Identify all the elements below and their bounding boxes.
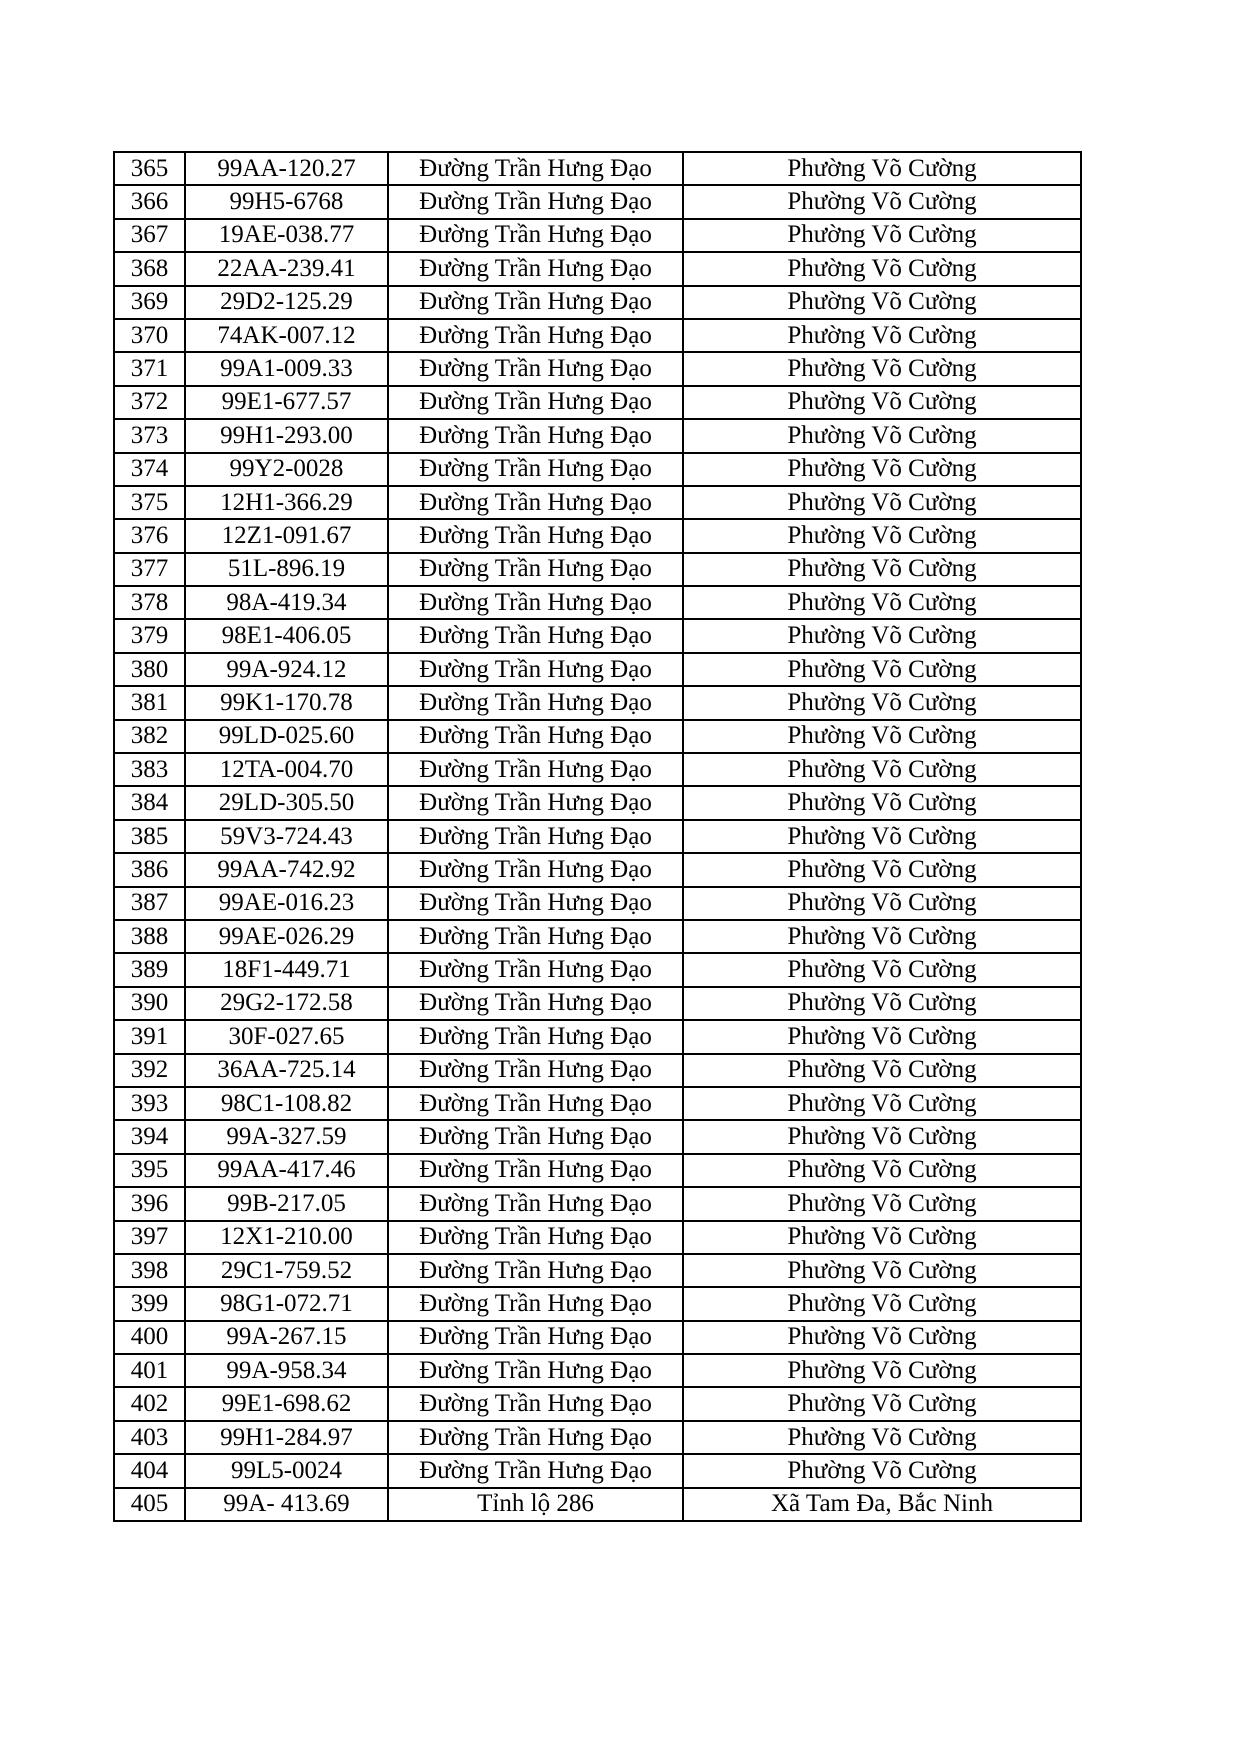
ward-name-cell: Phường Võ Cường	[683, 786, 1081, 819]
table-row	[114, 1087, 1081, 1120]
row-number-cell: 376	[114, 519, 185, 552]
ward-name-cell: Phường Võ Cường	[683, 352, 1081, 385]
table-row	[114, 619, 1081, 652]
license-plate-cell: 19AE-038.77	[185, 219, 388, 252]
road-name-cell: Đường Trần Hưng Đạo	[388, 553, 683, 586]
ward-name-cell: Phường Võ Cường	[683, 720, 1081, 753]
road-name-cell: Đường Trần Hưng Đạo	[388, 1287, 683, 1320]
row-number-cell: 365	[114, 152, 185, 185]
table-row	[114, 319, 1081, 352]
row-number-cell: 400	[114, 1321, 185, 1354]
row-number-cell: 375	[114, 486, 185, 519]
row-number-cell: 384	[114, 786, 185, 819]
table-row	[114, 887, 1081, 920]
road-name-cell: Đường Trần Hưng Đạo	[388, 1354, 683, 1387]
ward-name-cell: Phường Võ Cường	[683, 853, 1081, 886]
ward-name-cell: Phường Võ Cường	[683, 1454, 1081, 1487]
row-number-cell: 404	[114, 1454, 185, 1487]
row-number-cell: 370	[114, 319, 185, 352]
road-name-cell: Đường Trần Hưng Đạo	[388, 219, 683, 252]
license-plate-cell: 99E1-698.62	[185, 1387, 388, 1420]
road-name-cell: Đường Trần Hưng Đạo	[388, 286, 683, 319]
table-row	[114, 586, 1081, 619]
table-row	[114, 786, 1081, 819]
table-row	[114, 1054, 1081, 1087]
road-name-cell: Đường Trần Hưng Đạo	[388, 1054, 683, 1087]
license-plate-cell: 99A-267.15	[185, 1321, 388, 1354]
road-name-cell: Đường Trần Hưng Đạo	[388, 1387, 683, 1420]
ward-name-cell: Phường Võ Cường	[683, 486, 1081, 519]
row-number-cell: 395	[114, 1154, 185, 1187]
ward-name-cell: Phường Võ Cường	[683, 820, 1081, 853]
road-name-cell: Đường Trần Hưng Đạo	[388, 786, 683, 819]
row-number-cell: 374	[114, 453, 185, 486]
table-row	[114, 553, 1081, 586]
road-name-cell: Đường Trần Hưng Đạo	[388, 686, 683, 719]
table-row	[114, 720, 1081, 753]
license-plate-cell: 99K1-170.78	[185, 686, 388, 719]
license-plate-cell: 99A- 413.69	[185, 1488, 388, 1521]
license-plate-cell: 18F1-449.71	[185, 953, 388, 986]
ward-name-cell: Phường Võ Cường	[683, 219, 1081, 252]
ward-name-cell: Phường Võ Cường	[683, 319, 1081, 352]
license-plate-cell: 98G1-072.71	[185, 1287, 388, 1320]
table-row	[114, 953, 1081, 986]
license-plate-cell: 29C1-759.52	[185, 1254, 388, 1287]
road-name-cell: Đường Trần Hưng Đạo	[388, 1221, 683, 1254]
table-row	[114, 1254, 1081, 1287]
ward-name-cell: Phường Võ Cường	[683, 1020, 1081, 1053]
license-plate-cell: 99E1-677.57	[185, 386, 388, 419]
row-number-cell: 373	[114, 419, 185, 452]
road-name-cell: Đường Trần Hưng Đạo	[388, 753, 683, 786]
license-plate-cell: 12TA-004.70	[185, 753, 388, 786]
row-number-cell: 379	[114, 619, 185, 652]
license-plate-cell: 98C1-108.82	[185, 1087, 388, 1120]
table-row	[114, 753, 1081, 786]
table-row	[114, 1287, 1081, 1320]
ward-name-cell: Xã Tam Đa, Bắc Ninh	[683, 1488, 1081, 1521]
road-name-cell: Đường Trần Hưng Đạo	[388, 1421, 683, 1454]
row-number-cell: 387	[114, 887, 185, 920]
ward-name-cell: Phường Võ Cường	[683, 887, 1081, 920]
ward-name-cell: Phường Võ Cường	[683, 753, 1081, 786]
table-row	[114, 853, 1081, 886]
road-name-cell: Đường Trần Hưng Đạo	[388, 1087, 683, 1120]
ward-name-cell: Phường Võ Cường	[683, 252, 1081, 285]
ward-name-cell: Phường Võ Cường	[683, 185, 1081, 218]
row-number-cell: 366	[114, 185, 185, 218]
license-plate-cell: 12X1-210.00	[185, 1221, 388, 1254]
table-row	[114, 519, 1081, 552]
row-number-cell: 371	[114, 352, 185, 385]
table-row	[114, 1321, 1081, 1354]
table-row	[114, 486, 1081, 519]
road-name-cell: Đường Trần Hưng Đạo	[388, 720, 683, 753]
road-name-cell: Đường Trần Hưng Đạo	[388, 586, 683, 619]
road-name-cell: Đường Trần Hưng Đạo	[388, 519, 683, 552]
license-plate-cell: 99LD-025.60	[185, 720, 388, 753]
row-number-cell: 401	[114, 1354, 185, 1387]
row-number-cell: 381	[114, 686, 185, 719]
row-number-cell: 378	[114, 586, 185, 619]
row-number-cell: 394	[114, 1120, 185, 1153]
license-plate-cell: 99A1-009.33	[185, 352, 388, 385]
road-name-cell: Đường Trần Hưng Đạo	[388, 185, 683, 218]
road-name-cell: Tỉnh lộ 286	[388, 1488, 683, 1521]
table-row	[114, 352, 1081, 385]
road-name-cell: Đường Trần Hưng Đạo	[388, 920, 683, 953]
road-name-cell: Đường Trần Hưng Đạo	[388, 1020, 683, 1053]
ward-name-cell: Phường Võ Cường	[683, 586, 1081, 619]
road-name-cell: Đường Trần Hưng Đạo	[388, 453, 683, 486]
ward-name-cell: Phường Võ Cường	[683, 653, 1081, 686]
ward-name-cell: Phường Võ Cường	[683, 1387, 1081, 1420]
road-name-cell: Đường Trần Hưng Đạo	[388, 1187, 683, 1220]
ward-name-cell: Phường Võ Cường	[683, 152, 1081, 185]
ward-name-cell: Phường Võ Cường	[683, 1120, 1081, 1153]
ward-name-cell: Phường Võ Cường	[683, 686, 1081, 719]
road-name-cell: Đường Trần Hưng Đạo	[388, 252, 683, 285]
license-plate-cell: 99B-217.05	[185, 1187, 388, 1220]
license-plate-cell: 99AA-742.92	[185, 853, 388, 886]
table-row	[114, 1421, 1081, 1454]
license-plate-cell: 99AA-120.27	[185, 152, 388, 185]
table-row	[114, 1120, 1081, 1153]
road-name-cell: Đường Trần Hưng Đạo	[388, 319, 683, 352]
license-plate-cell: 29G2-172.58	[185, 987, 388, 1020]
road-name-cell: Đường Trần Hưng Đạo	[388, 352, 683, 385]
ward-name-cell: Phường Võ Cường	[683, 1054, 1081, 1087]
road-name-cell: Đường Trần Hưng Đạo	[388, 619, 683, 652]
road-name-cell: Đường Trần Hưng Đạo	[388, 419, 683, 452]
table-row	[114, 987, 1081, 1020]
road-name-cell: Đường Trần Hưng Đạo	[388, 987, 683, 1020]
road-name-cell: Đường Trần Hưng Đạo	[388, 820, 683, 853]
vehicle-table	[113, 151, 1082, 1522]
table-row	[114, 286, 1081, 319]
table-row	[114, 920, 1081, 953]
row-number-cell: 380	[114, 653, 185, 686]
ward-name-cell: Phường Võ Cường	[683, 386, 1081, 419]
ward-name-cell: Phường Võ Cường	[683, 953, 1081, 986]
ward-name-cell: Phường Võ Cường	[683, 1321, 1081, 1354]
license-plate-cell: 74AK-007.12	[185, 319, 388, 352]
row-number-cell: 389	[114, 953, 185, 986]
license-plate-cell: 36AA-725.14	[185, 1054, 388, 1087]
row-number-cell: 369	[114, 286, 185, 319]
road-name-cell: Đường Trần Hưng Đạo	[388, 1454, 683, 1487]
table-row	[114, 1154, 1081, 1187]
table-row	[114, 1221, 1081, 1254]
row-number-cell: 390	[114, 987, 185, 1020]
table-row	[114, 1187, 1081, 1220]
road-name-cell: Đường Trần Hưng Đạo	[388, 1120, 683, 1153]
table-row	[114, 252, 1081, 285]
license-plate-cell: 99A-924.12	[185, 653, 388, 686]
row-number-cell: 393	[114, 1087, 185, 1120]
ward-name-cell: Phường Võ Cường	[683, 453, 1081, 486]
table-row	[114, 453, 1081, 486]
ward-name-cell: Phường Võ Cường	[683, 1154, 1081, 1187]
row-number-cell: 385	[114, 820, 185, 853]
license-plate-cell: 99H1-284.97	[185, 1421, 388, 1454]
row-number-cell: 388	[114, 920, 185, 953]
license-plate-cell: 99Y2-0028	[185, 453, 388, 486]
ward-name-cell: Phường Võ Cường	[683, 987, 1081, 1020]
road-name-cell: Đường Trần Hưng Đạo	[388, 1321, 683, 1354]
license-plate-cell: 99L5-0024	[185, 1454, 388, 1487]
license-plate-cell: 30F-027.65	[185, 1020, 388, 1053]
license-plate-cell: 99A-958.34	[185, 1354, 388, 1387]
ward-name-cell: Phường Võ Cường	[683, 1087, 1081, 1120]
road-name-cell: Đường Trần Hưng Đạo	[388, 1154, 683, 1187]
road-name-cell: Đường Trần Hưng Đạo	[388, 853, 683, 886]
road-name-cell: Đường Trần Hưng Đạo	[388, 1254, 683, 1287]
road-name-cell: Đường Trần Hưng Đạo	[388, 653, 683, 686]
row-number-cell: 391	[114, 1020, 185, 1053]
table-row	[114, 386, 1081, 419]
row-number-cell: 397	[114, 1221, 185, 1254]
ward-name-cell: Phường Võ Cường	[683, 1187, 1081, 1220]
ward-name-cell: Phường Võ Cường	[683, 553, 1081, 586]
ward-name-cell: Phường Võ Cường	[683, 419, 1081, 452]
license-plate-cell: 29LD-305.50	[185, 786, 388, 819]
license-plate-cell: 59V3-724.43	[185, 820, 388, 853]
license-plate-cell: 99A-327.59	[185, 1120, 388, 1153]
license-plate-cell: 29D2-125.29	[185, 286, 388, 319]
license-plate-cell: 99AE-026.29	[185, 920, 388, 953]
table-row	[114, 1488, 1081, 1521]
row-number-cell: 377	[114, 553, 185, 586]
row-number-cell: 372	[114, 386, 185, 419]
row-number-cell: 396	[114, 1187, 185, 1220]
license-plate-cell: 99H5-6768	[185, 185, 388, 218]
license-plate-cell: 12H1-366.29	[185, 486, 388, 519]
row-number-cell: 367	[114, 219, 185, 252]
ward-name-cell: Phường Võ Cường	[683, 920, 1081, 953]
row-number-cell: 383	[114, 753, 185, 786]
row-number-cell: 368	[114, 252, 185, 285]
ward-name-cell: Phường Võ Cường	[683, 1287, 1081, 1320]
table-row	[114, 686, 1081, 719]
license-plate-cell: 99H1-293.00	[185, 419, 388, 452]
license-plate-cell: 98A-419.34	[185, 586, 388, 619]
row-number-cell: 402	[114, 1387, 185, 1420]
table-row	[114, 219, 1081, 252]
license-plate-cell: 51L-896.19	[185, 553, 388, 586]
table-row	[114, 152, 1081, 185]
row-number-cell: 386	[114, 853, 185, 886]
license-plate-cell: 99AE-016.23	[185, 887, 388, 920]
road-name-cell: Đường Trần Hưng Đạo	[388, 887, 683, 920]
ward-name-cell: Phường Võ Cường	[683, 1354, 1081, 1387]
license-plate-cell: 22AA-239.41	[185, 252, 388, 285]
row-number-cell: 392	[114, 1054, 185, 1087]
ward-name-cell: Phường Võ Cường	[683, 519, 1081, 552]
road-name-cell: Đường Trần Hưng Đạo	[388, 486, 683, 519]
table-row	[114, 1454, 1081, 1487]
ward-name-cell: Phường Võ Cường	[683, 1254, 1081, 1287]
table-row	[114, 653, 1081, 686]
ward-name-cell: Phường Võ Cường	[683, 1421, 1081, 1454]
table-row	[114, 1354, 1081, 1387]
row-number-cell: 382	[114, 720, 185, 753]
ward-name-cell: Phường Võ Cường	[683, 619, 1081, 652]
road-name-cell: Đường Trần Hưng Đạo	[388, 152, 683, 185]
table-body	[114, 152, 1081, 1521]
road-name-cell: Đường Trần Hưng Đạo	[388, 953, 683, 986]
table-row	[114, 1387, 1081, 1420]
table-row	[114, 419, 1081, 452]
license-plate-cell: 12Z1-091.67	[185, 519, 388, 552]
row-number-cell: 403	[114, 1421, 185, 1454]
row-number-cell: 405	[114, 1488, 185, 1521]
road-name-cell: Đường Trần Hưng Đạo	[388, 386, 683, 419]
table-row	[114, 820, 1081, 853]
table-row	[114, 1020, 1081, 1053]
ward-name-cell: Phường Võ Cường	[683, 286, 1081, 319]
license-plate-cell: 99AA-417.46	[185, 1154, 388, 1187]
table-row	[114, 185, 1081, 218]
license-plate-cell: 98E1-406.05	[185, 619, 388, 652]
row-number-cell: 398	[114, 1254, 185, 1287]
ward-name-cell: Phường Võ Cường	[683, 1221, 1081, 1254]
row-number-cell: 399	[114, 1287, 185, 1320]
